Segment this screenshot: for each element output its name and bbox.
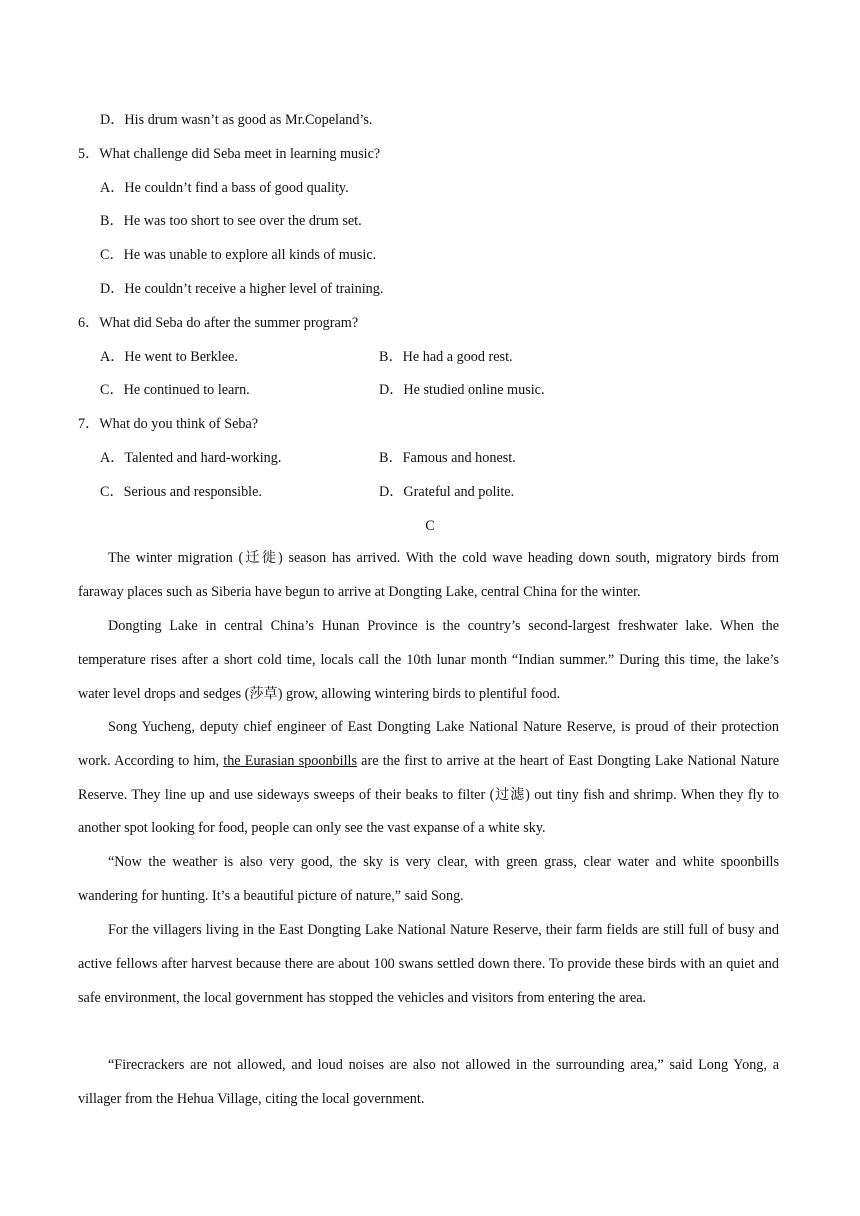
passage-paragraph-6: “Firecrackers are not allowed, and loud noises are also not allowed in the surrounding area,” said Long Yong, a villager from the Hehua Village, citing the local government.	[78, 1057, 779, 1107]
q6-option-d: D．He studied online music.	[379, 382, 545, 398]
underlined-phrase: the Eurasian spoonbills	[223, 752, 357, 769]
q5-stem: 5．What challenge did Seba meet in learning music?	[78, 146, 381, 162]
q7-stem: 7．What do you think of Seba?	[78, 416, 259, 432]
passage-paragraph-1: The winter migration (迁徙) season has arrived. With the cold wave heading down south, migratory birds from faraway places such as Siberia have begun to arrive at Dongting Lake, central China for the winter.	[78, 550, 779, 600]
passage-paragraph-4: “Now the weather is also very good, the sky is very clear, with green grass, clear water and white spoonbills wandering for hunting. It’s a beautiful picture of nature,” said Song.	[78, 854, 779, 904]
q6-option-b: B．He had a good rest.	[379, 349, 513, 365]
q5-option-c: C．He was unable to explore all kinds of music.	[100, 247, 377, 263]
q4-option-d: D．His drum wasn’t as good as Mr.Copeland’s.	[100, 112, 373, 128]
q5-option-b: B．He was too short to see over the drum set.	[100, 213, 362, 229]
paragraph-3-text-end: are the first to arrive at the heart of East Dongting Lake National Nature Reserve. They line up and use sideways sweeps of their beaks to filter (过滤) out tiny fish and shrimp. When they fly to another spot looking for food, people can only see the vast expanse of a white sky.	[78, 752, 779, 837]
q7-option-a: A．Talented and hard-working.	[100, 450, 282, 466]
passage-paragraph-5: For the villagers living in the East Dongting Lake National Nature Reserve, their farm fields are still full of busy and active fellows after harvest because there are about 100 swans settled down there. To provide these birds with an quiet and safe environment, the local government has stopped the vehicles and visitors from entering the area.	[78, 922, 779, 1006]
section-heading: C	[425, 518, 435, 534]
passage-paragraph-2: Dongting Lake in central China’s Hunan Province is the country’s second-largest freshwater lake. When the temperature rises after a short cold time, locals call the 10th lunar month “Indian summer.” During this time, the lake’s water level drops and sedges (莎草) grow, allowing wintering birds to plentiful food.	[78, 618, 779, 702]
q5-option-a: A．He couldn’t find a bass of good quality.	[100, 180, 349, 196]
q5-option-d: D．He couldn’t receive a higher level of training.	[100, 281, 384, 297]
q7-option-b: B．Famous and honest.	[379, 450, 516, 466]
paragraph-3-text-start: Song Yucheng, deputy chief engineer of East Dongting Lake National Nature Reserve, is proud of their protection work. According to him,	[78, 719, 779, 769]
passage-paragraph-3	[78, 711, 779, 846]
q7-option-d: D．Grateful and polite.	[379, 484, 515, 500]
q6-option-c: C．He continued to learn.	[100, 382, 250, 398]
q6-stem: 6．What did Seba do after the summer program?	[78, 315, 359, 331]
q6-option-a: A．He went to Berklee.	[100, 349, 238, 365]
q7-option-c: C．Serious and responsible.	[100, 484, 262, 500]
